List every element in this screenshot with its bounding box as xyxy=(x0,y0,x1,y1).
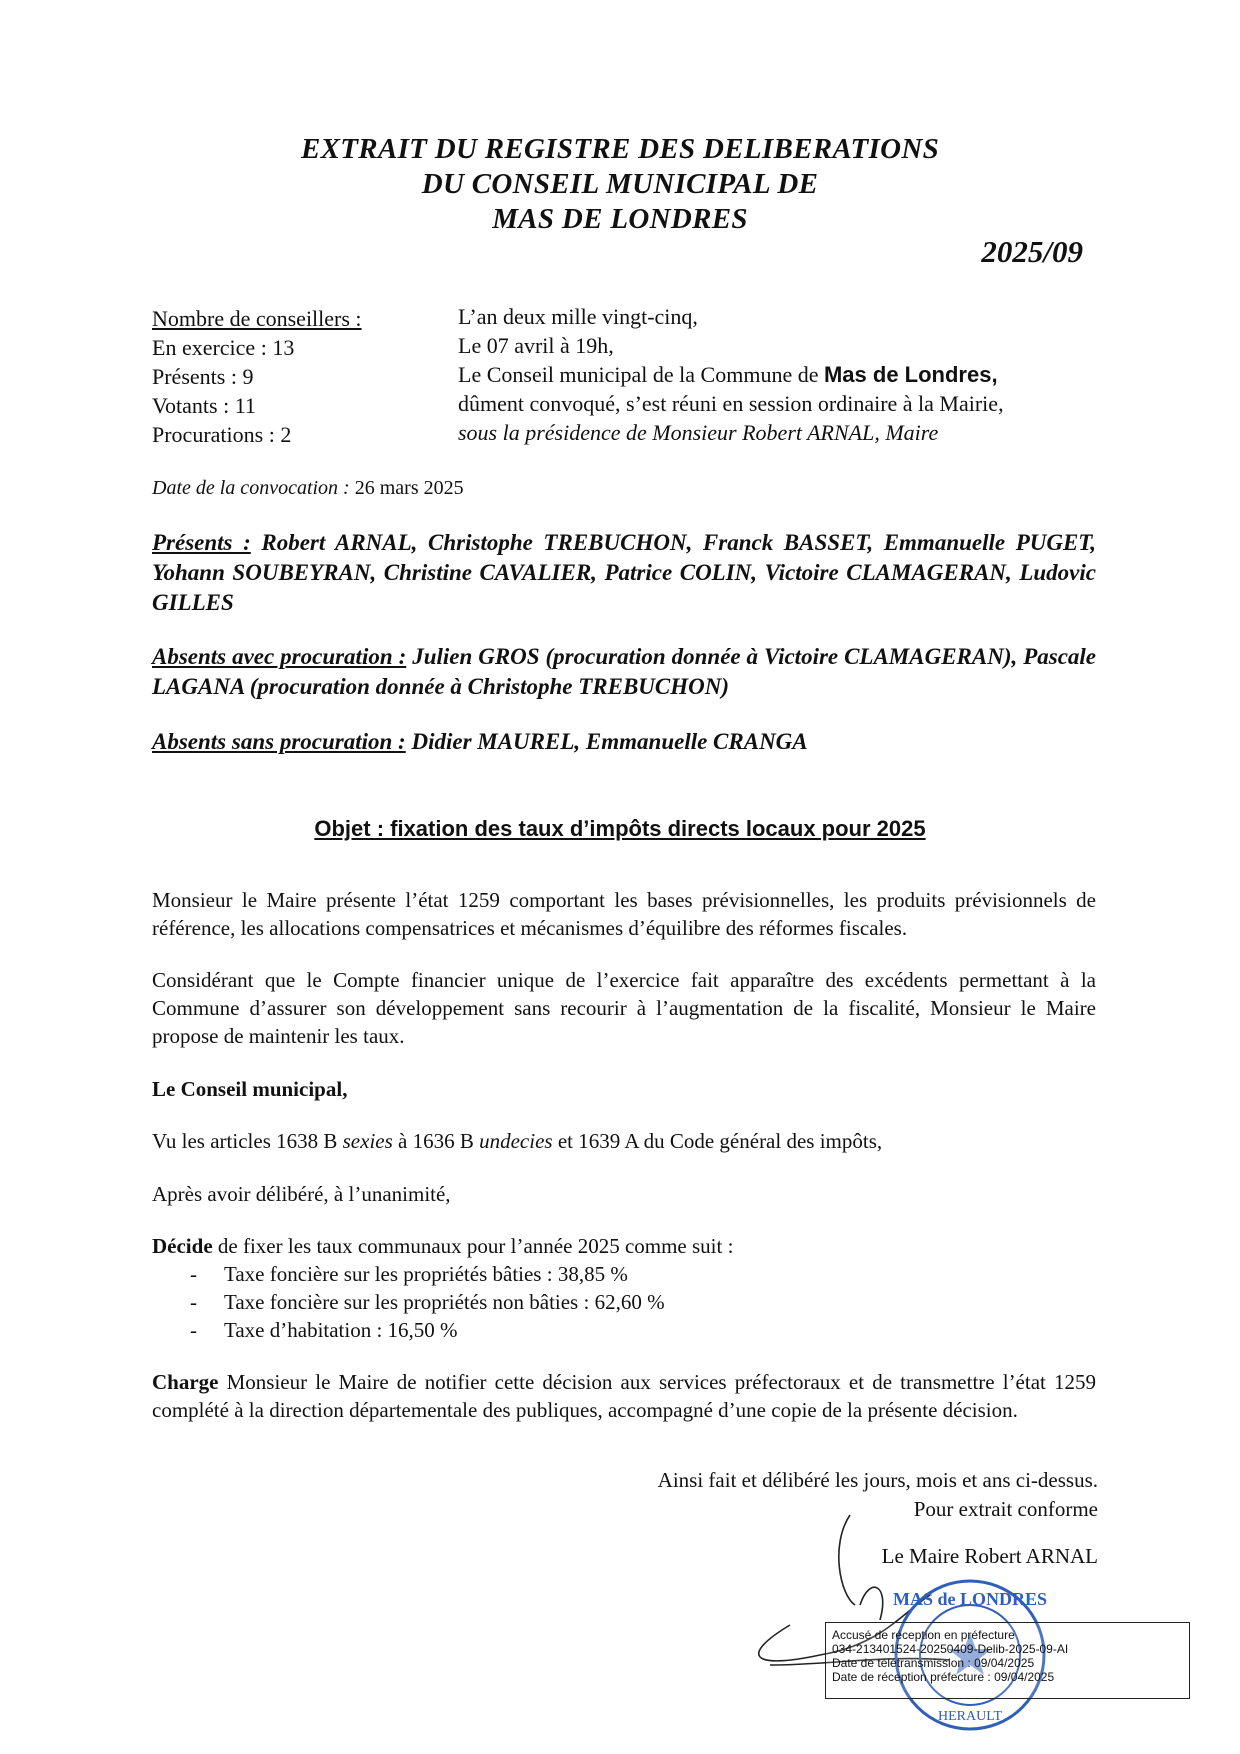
list-item: - Taxe foncière sur les propriétés bâties : 38,85 % xyxy=(190,1262,628,1286)
deliberation-number: 2025/09 xyxy=(981,234,1083,269)
paragraph-etat-1259: Monsieur le Maire présente l’état 1259 comportant les bases prévisionnelles, les produits prévisionnels de référence, les allocations compensatrices et mécanismes d’équilibre des réformes fiscales. xyxy=(152,888,1096,940)
presents-names: Robert ARNAL, Christophe TREBUCHON, Franck BASSET, Emmanuelle PUGET, Yohann SOUBEYRAN, Christine CAVALIER, Patrice COLIN, Victoire CLAMAGERAN, Ludovic GILLES xyxy=(152,530,1096,615)
document-title xyxy=(0,132,1240,237)
certified-extract: Pour extrait conforme xyxy=(913,1497,1098,1521)
paragraph-decide: Décide de fixer les taux communaux pour l’année 2025 comme suit : xyxy=(152,1234,734,1258)
paragraph-vu-articles: Vu les articles 1638 B sexies à 1636 B undecies et 1639 A du Code général des impôts, xyxy=(152,1129,883,1153)
title-line-2: DU CONSEIL MUNICIPAL DE xyxy=(421,168,819,200)
title-line-1: EXTRAIT DU REGISTRE DES DELIBERATIONS xyxy=(301,133,939,165)
count-procurations: Procurations : 2 xyxy=(152,422,292,447)
convocation-label: Date de la convocation : xyxy=(152,477,350,499)
session-year: L’an deux mille vingt-cinq, xyxy=(458,304,698,329)
convocation-date xyxy=(152,477,464,500)
title-line-3: MAS DE LONDRES xyxy=(492,203,748,235)
list-item: - Taxe d’habitation : 16,50 % xyxy=(190,1318,458,1342)
council-heading: Le Conseil municipal, xyxy=(152,1077,348,1101)
paragraph-unanimite: Après avoir délibéré, à l’unanimité, xyxy=(152,1182,451,1206)
absents-proxy-names: Julien GROS (procuration donnée à Victoire CLAMAGERAN), Pascale LAGANA (procuration donnée à Christophe TREBUCHON) xyxy=(152,644,1096,699)
svg-text:HERAULT: HERAULT xyxy=(937,1709,1003,1724)
presents-list xyxy=(152,528,1096,618)
absents-with-proxy xyxy=(152,642,1096,702)
count-presents: Présents : 9 xyxy=(152,364,254,389)
paragraph-considerant: Considérant que le Compte financier unique de l’exercice fait apparaître des excédents permettant à la Commune d’assurer son développement sans recourir à l’augmentation de la fiscalité, Monsieur le Maire propose de maintenir les taux. xyxy=(152,968,1096,1048)
council-counts xyxy=(152,304,362,449)
prefecture-receipt-box xyxy=(825,1622,1190,1699)
receipt-line-2: 034-213401524-20250409-Delib-2025-09-AI xyxy=(832,1642,1069,1656)
absents-proxy-label: Absents avec procuration : xyxy=(152,644,407,669)
svg-text:MAS de LONDRES: MAS de LONDRES xyxy=(892,1589,1048,1609)
presents-label: Présents : xyxy=(152,530,251,555)
session-info xyxy=(458,302,1090,447)
count-exercice: En exercice : 13 xyxy=(152,335,295,360)
session-date: Le 07 avril à 19h, xyxy=(458,333,614,358)
convocation-value: 26 mars 2025 xyxy=(349,477,464,499)
session-convened: dûment convoqué, s’est réuni en session ordinaire à la Mairie, xyxy=(458,391,1004,416)
subject-heading: Objet : fixation des taux d’impôts directs locaux pour 2025 xyxy=(314,816,926,841)
count-votants: Votants : 11 xyxy=(152,393,256,418)
tax-rate-list xyxy=(190,1260,665,1344)
counts-heading: Nombre de conseillers : xyxy=(152,306,362,331)
mayor-signature-name: Le Maire Robert ARNAL xyxy=(881,1544,1098,1568)
receipt-line-1: Accusé de réception en préfecture xyxy=(832,1628,1015,1642)
list-item: - Taxe foncière sur les propriétés non bâties : 62,60 % xyxy=(190,1290,665,1314)
closing-line: Ainsi fait et délibéré les jours, mois et ans ci-dessus. xyxy=(657,1468,1098,1492)
absents-without-proxy xyxy=(152,727,1096,757)
session-president: sous la présidence de Monsieur Robert ARNAL, Maire xyxy=(458,420,939,445)
session-commune: Le Conseil municipal de la Commune de Mas de Londres, xyxy=(458,362,998,387)
absents-noproxy-names: Didier MAUREL, Emmanuelle CRANGA xyxy=(405,729,808,754)
paragraph-charge: Charge Monsieur le Maire de notifier cette décision aux services préfectoraux et de transmettre l’état 1259 complété à la direction départementale des publiques, accompagné d’une copie de la présente décision. xyxy=(152,1370,1096,1422)
receipt-line-3: Date de télétransmission : 09/04/2025 xyxy=(832,1656,1035,1670)
absents-noproxy-label: Absents sans procuration : xyxy=(152,729,406,754)
receipt-line-4: Date de réception préfecture : 09/04/2025 xyxy=(832,1670,1055,1684)
